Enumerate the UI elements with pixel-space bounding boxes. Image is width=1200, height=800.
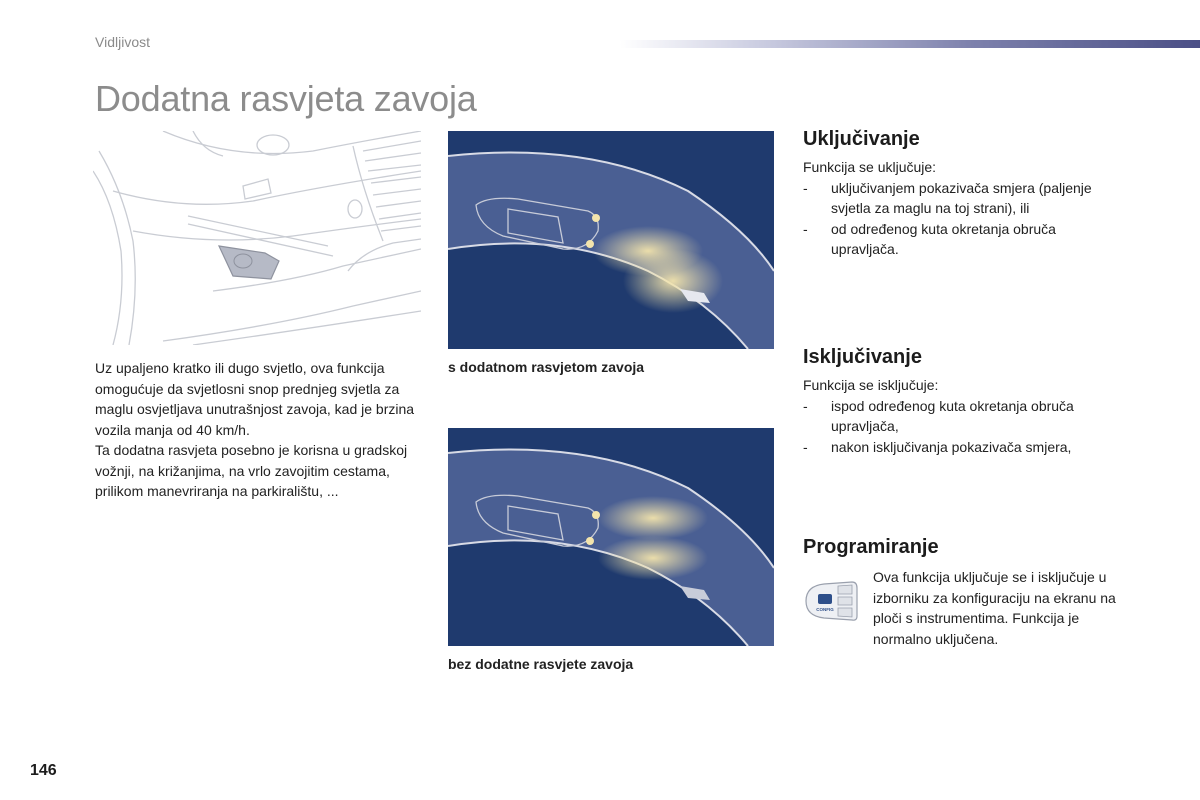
page-number: 146 bbox=[30, 762, 57, 779]
switch-on-list bbox=[803, 178, 1123, 260]
list-item: - nakon isključivanja pokazivača smjera, bbox=[803, 438, 1072, 455]
switch-off-lead: Funkcija se isključuje: bbox=[803, 377, 939, 393]
car-front-illustration bbox=[93, 131, 421, 345]
switch-on-lead: Funkcija se uključuje: bbox=[803, 159, 937, 175]
config-button-icon bbox=[802, 580, 858, 622]
section-label: Vidljivost bbox=[95, 34, 150, 50]
switch-on-section bbox=[803, 157, 1123, 260]
header-gradient-bar bbox=[620, 40, 1200, 48]
switch-off-section bbox=[803, 375, 1123, 457]
road-without-cornering-light-image bbox=[448, 428, 774, 646]
switch-off-list bbox=[803, 396, 1123, 458]
switch-off-heading: Isključivanje bbox=[803, 346, 922, 368]
list-item: - ispod određenog kuta okretanja obruča upravljača, bbox=[803, 397, 1074, 434]
switch-on-heading: Uključivanje bbox=[803, 128, 920, 150]
caption-without-cornering-light: bez dodatne rasvjete zavoja bbox=[448, 656, 634, 672]
page-title: Dodatna rasvjeta zavoja bbox=[95, 78, 477, 119]
intro-paragraph-1: Uz upaljeno kratko ili dugo svjetlo, ova funkcija omogućuje da svjetlosni snop prednjeg svjetla za maglu osvjetljava unutrašnjost zavoja, kad je brzina vozila manja od 40 km/h. bbox=[95, 360, 415, 438]
list-item: - od određenog kuta okretanja obruča upravljača. bbox=[803, 220, 1056, 257]
road-with-cornering-light-image bbox=[448, 131, 774, 349]
programming-heading: Programiranje bbox=[803, 536, 939, 558]
list-item: - uključivanjem pokazivača smjera (paljenje svjetla za maglu na toj strani), ili bbox=[803, 179, 1092, 216]
programming-text: Ova funkcija uključuje se i isključuje u izborniku za konfiguraciju na ekranu na ploči s instrumentima. Funkcija je normalno uključena. bbox=[873, 569, 1116, 647]
config-button-label: CONFIG bbox=[816, 607, 834, 612]
caption-with-cornering-light: s dodatnom rasvjetom zavoja bbox=[448, 359, 645, 375]
intro-paragraph-2: Ta dodatna rasvjeta posebno je korisna u gradskoj vožnji, na križanjima, na vrlo zavojitim cestama, prilikom manevriranja na parkiralištu, ... bbox=[95, 442, 408, 499]
intro-text bbox=[95, 358, 420, 502]
